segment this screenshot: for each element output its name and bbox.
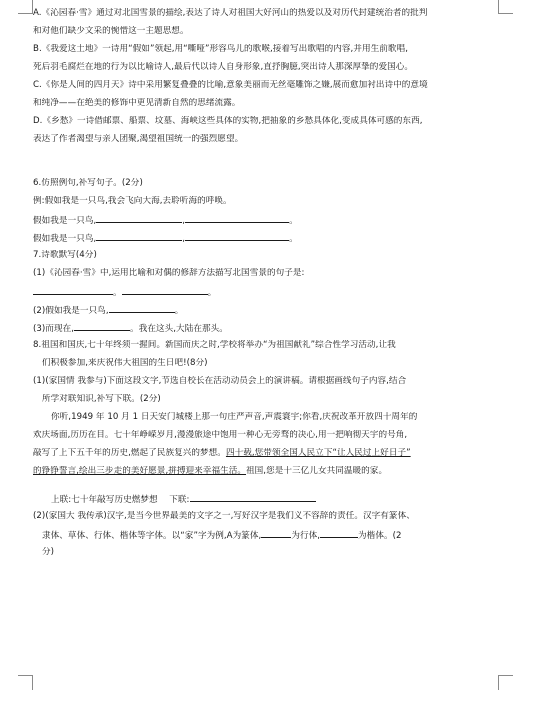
answer-blank[interactable] (33, 286, 113, 295)
question-8-intro-line-1: 8.祖国和国庆,七十年终须一握间。新国而庆之时,学校将举办“为祖国献礼”综合性学习活动,让我 (33, 340, 396, 350)
option-a (33, 8, 511, 37)
underlined-sentence: 四十载,您带领全国人民立下“让人民过上好日子” (225, 448, 411, 458)
question-7-item-1-answer (33, 286, 511, 297)
option-b-line-2: 死后羽毛腐烂在地的行为以比喻诗人,最后代以诗人自身形象,直抒胸臆,突出诗人那深厚挚的爱国心。 (33, 62, 414, 72)
answer-blank[interactable] (185, 214, 289, 223)
question-7-item-2 (33, 304, 511, 315)
couplet-upper: 上联:七十年敲写历史燃梦想 (51, 495, 158, 504)
answer-blank[interactable] (96, 232, 182, 241)
corner-mark-top-left (18, 0, 33, 14)
answer-lead: 假如我是一只鸟, (33, 234, 97, 243)
answer-blank[interactable] (74, 322, 130, 331)
part-2-line-2 (33, 529, 511, 540)
option-a-line-2: 和对他们缺少文采的惋惜这一主题思想。 (33, 26, 189, 36)
document-body (33, 8, 511, 558)
option-b-line-1: B.《我爱这土地》一诗用“假如”领起,用“嘶哑”形容鸟儿的歌喉,接着写出歌唱的内容,并用生前歌唱, (33, 44, 408, 54)
answer-period: 。 (113, 288, 122, 297)
option-d-line-2: 表达了作者渴望与亲人团聚,渴望祖国统一的强烈愿望。 (33, 134, 244, 144)
part-2-line-1: (2)(家国大 我传承)汉字,是当今世界最美的文字之一,写好汉字是我们义不容辞的责任。汉字有篆体、 (33, 511, 415, 521)
answer-period: 。 (174, 306, 184, 315)
answer-blank[interactable] (261, 529, 291, 538)
question-8-part-1-title-line-2: 所学对联知识,补写下联。(2分) (42, 394, 161, 404)
answer-comma: , (182, 216, 186, 225)
question-7-item-3 (33, 322, 511, 333)
answer-period: 。 (289, 234, 298, 243)
option-a-line-1: A.《沁园春·雪》通过对北国雪景的描绘,表达了诗人对祖国大好河山的热爱以及对历代封建统治者的批判 (33, 8, 428, 18)
speech-line-1: 你听,1949 年 10 月 1 日天安门城楼上那一句庄严声音,声震寰宇;你看,庆祝改革开放四十周年的 (51, 412, 418, 422)
option-c (33, 80, 511, 109)
answer-period: 。 (207, 288, 217, 297)
answer-lead: 假如我是一只鸟, (33, 216, 97, 225)
corner-mark-bottom-left (18, 675, 33, 690)
option-c-line-1: C.《你是人间的四月天》诗中采用繁复叠叠的比喻,意象美丽而无丝毫雕饰之嫌,展而愈加衬出诗中的意境 (33, 80, 428, 90)
answer-blank[interactable] (109, 304, 175, 313)
question-7-title: 7.诗歌默写(4分) (33, 250, 97, 260)
corner-mark-bottom-right (498, 675, 513, 690)
item-2-lead: (2)假如我是一只鸟, (33, 306, 109, 315)
option-d (33, 116, 511, 145)
question-7 (33, 250, 511, 333)
option-b (33, 44, 511, 73)
question-8-intro-line-2: 们积极参加,来庆祝伟大祖国的生日吧!(8分) (42, 358, 208, 368)
part-2-text: 为行体, (291, 531, 321, 540)
question-6-answer-line-1 (33, 214, 511, 225)
part-2-line-3: 分) (42, 547, 55, 557)
answer-blank[interactable] (185, 232, 289, 241)
answer-period: 。 (289, 216, 298, 225)
question-6-example: 例:假如我是一只鸟,我会飞向大海,去聆听海的呼唤。 (33, 196, 232, 206)
question-8-part-1-title-line-1: (1)(家国情 我参与)下面这段文字,节选自校长在活动动员会上的演讲稿。请根据画线句子内容,结合 (33, 376, 407, 386)
couplet-answer-blank[interactable] (190, 493, 316, 502)
speech-line-4 (33, 466, 511, 477)
couplet-line (33, 493, 511, 504)
couplet-lower-label: 下联: (169, 495, 190, 504)
option-c-line-2: 和纯净——在绝美的修饰中更见清新自然的思绪流露。 (33, 98, 241, 108)
question-8 (33, 340, 511, 558)
part-2-text: 为楷体。(2 (358, 531, 402, 540)
item-3-lead: (3)而现在, (33, 324, 75, 333)
speech-line-3 (33, 448, 511, 459)
answer-blank[interactable] (96, 214, 182, 223)
answer-blank[interactable] (122, 286, 208, 295)
question-6 (33, 178, 511, 243)
answer-blank[interactable] (320, 529, 358, 538)
part-2-text: 隶体、草体、行体、楷体等字体。以“家”字为例,A为篆体, (42, 531, 262, 540)
option-d-line-1: D.《乡愁》一诗借邮票、船票、坟墓、海峡这些具体的实物,把抽象的乡愁具体化,变成具体可感的东西, (33, 116, 423, 126)
item-3-tail: 。我在这头,大陆在那头。 (130, 324, 228, 333)
question-6-title: 6.仿照例句,补写句子。(2分) (33, 178, 143, 188)
answer-comma: , (182, 234, 186, 243)
underlined-sentence: 的铮铮誓言,绘出三步走的美好愿景,拼搏迎来幸福生活。 (33, 466, 247, 476)
speech-line-2: 欢庆场面,历历在目。七十年峥嵘岁月,漫漫旅途中饱用一种心无旁骛的决心,用一把响彻天宇的号角, (33, 430, 408, 440)
speech-text: 敲写了上下五千年的历史,燃起了民族复兴的梦想。 (33, 448, 226, 458)
speech-text: 祖国,您是十三亿儿女共同温暖的家。 (246, 466, 388, 476)
question-7-item-1: (1)《沁园春·雪》中,运用比喻和对偶的修辞方法描写北国雪景的句子是: (33, 268, 305, 278)
question-6-answer-line-2 (33, 232, 511, 243)
